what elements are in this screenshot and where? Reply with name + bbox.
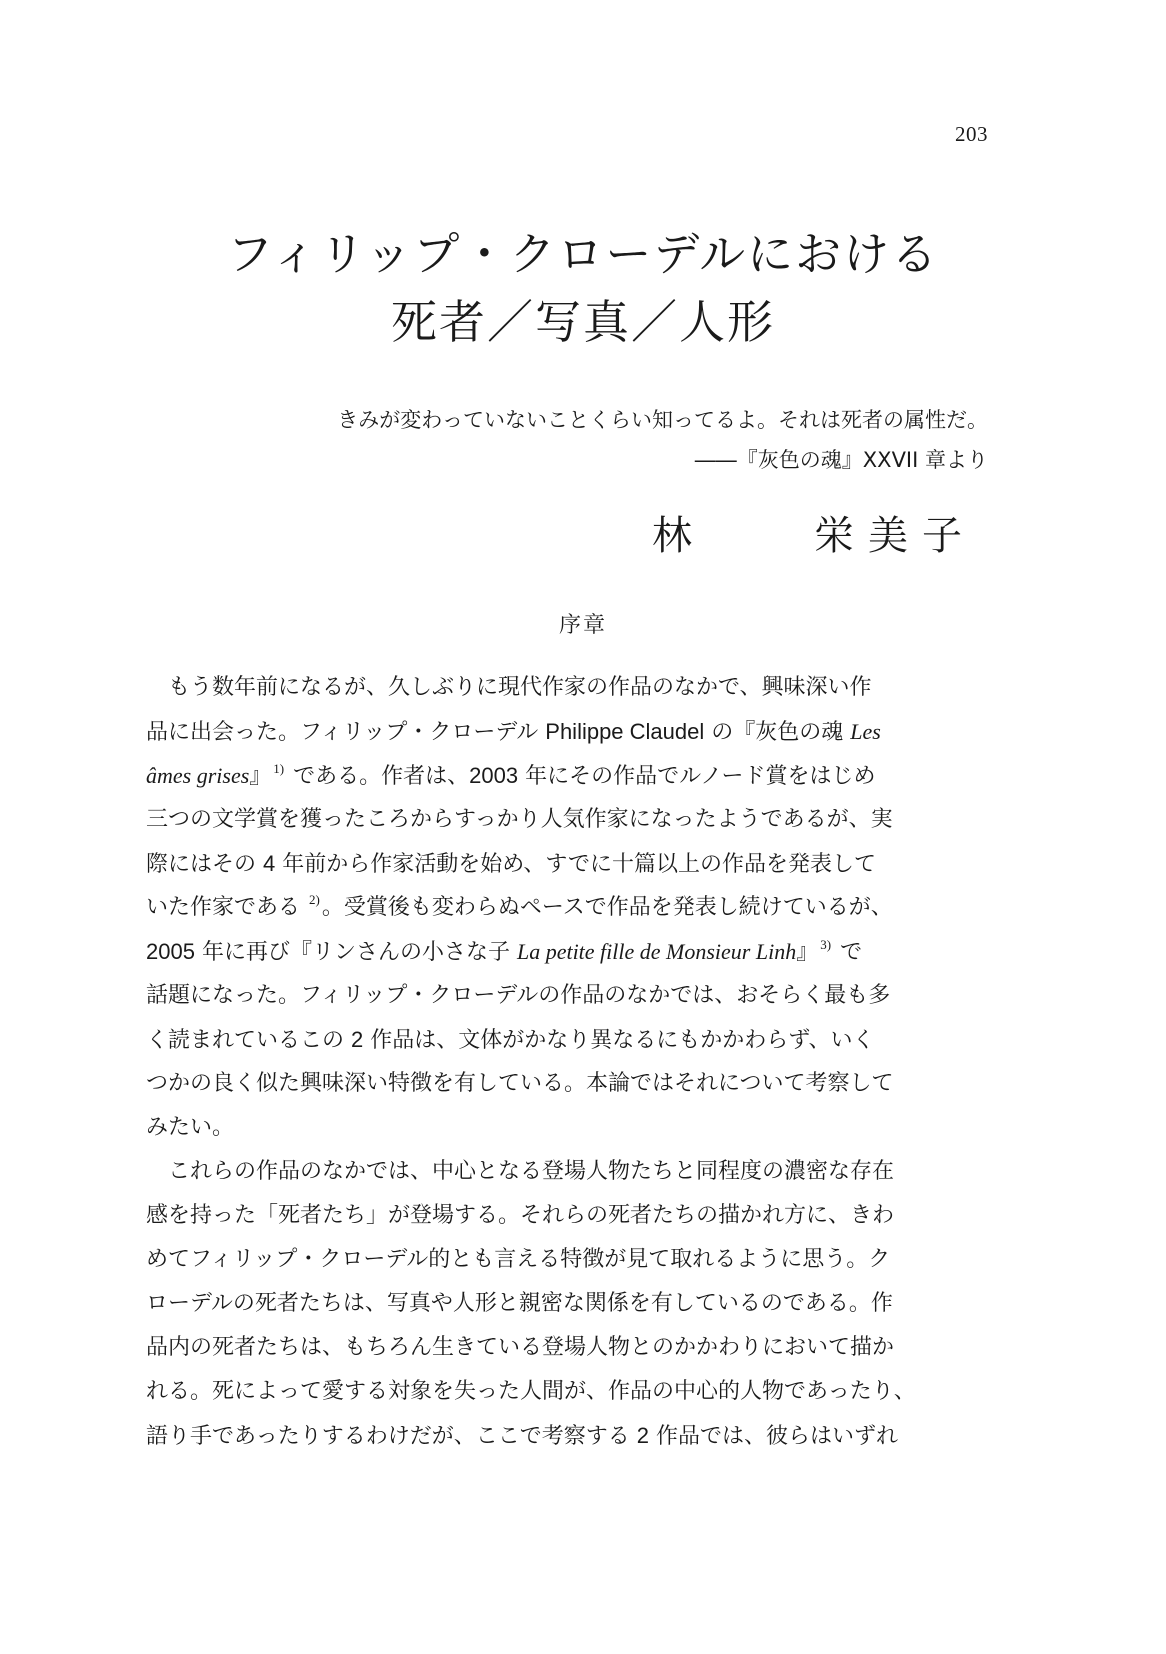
footnote-ref: 2) xyxy=(309,892,320,907)
paragraph-line: ローデルの死者たちは、写真や人形と親密な関係を有しているのである。作 xyxy=(146,1291,893,1316)
title-line-2: 死者／写真／人形 xyxy=(391,295,775,349)
paragraph-line: 2005 年に再び『リンさんの小さな子 La petite fille de Monsieur Linh』 $^{3)}$ で xyxy=(146,937,863,965)
paragraph-line: く読まれているこの 2 作品は、文体がかなり異なるにもかかわらず、いく xyxy=(146,1027,875,1053)
paragraph-line: つかの良く似た興味深い特徴を有している。本論ではそれについて考察して xyxy=(146,1071,894,1096)
paragraph-line: みたい。 xyxy=(146,1115,235,1140)
footnote-ref: 3) xyxy=(820,937,832,952)
paragraph-line: 品に出会った。フィリップ・クローデル Philippe Claudel の『灰色の魂 Les xyxy=(146,719,881,745)
page-number: 203 xyxy=(955,122,988,146)
paragraph-line: もう数年前になるが、久しぶりに現代作家の作品のなかで、興味深い作 xyxy=(168,675,872,700)
title-line-1: フィリップ・クローデルにおける xyxy=(226,227,940,281)
paragraph-line: âmes grises』 $^{1)}$ である。作者は、2003 年にその作品でルノード賞をはじめ xyxy=(146,761,876,789)
epigraph-source: ――『灰色の魂』XXVII 章より xyxy=(694,448,988,472)
paragraph-line: 品内の死者たちは、もちろん生きている登場人物とのかかわりにおいて描か xyxy=(146,1335,895,1360)
section-heading: 序章 xyxy=(558,613,607,638)
paragraph-line: 話題になった。フィリップ・クローデルの作品のなかでは、おそらく最も多 xyxy=(146,983,891,1008)
paragraph-line: いた作家である $^{2)}$。受賞後も変わらぬペースで作品を発表し続けているが、 xyxy=(146,892,893,920)
paragraph-line: 際にはその 4 年前から作家活動を始め、すでに十篇以上の作品を発表して xyxy=(146,851,877,877)
epigraph-quote: きみが変わっていないことくらい知ってるよ。それは死者の属性だ。 xyxy=(337,408,988,432)
paragraph-line: れる。死によって愛する対象を失った人間が、作品の中心的人物であったり、 xyxy=(146,1379,916,1404)
footnote-ref: 1) xyxy=(273,761,285,776)
paragraph-line: めてフィリップ・クローデル的とも言える特徴が見て取れるように思う。ク xyxy=(146,1247,891,1272)
paragraph-line: 語り手であったりするわけだが、ここで考察する 2 作品では、彼らはいずれ xyxy=(146,1423,899,1449)
body-text xyxy=(146,666,1016,1458)
paragraph-line: 感を持った「死者たち」が登場する。それらの死者たちの描かれ方に、きわ xyxy=(146,1203,895,1228)
paragraph-line: 三つの文学賞を獲ったころからすっかり人気作家になったようであるが、実 xyxy=(146,807,893,832)
article-title xyxy=(0,220,1166,356)
paragraph-line: これらの作品のなかでは、中心となる登場人物たちと同程度の濃密な存在 xyxy=(168,1159,895,1184)
epigraph xyxy=(337,400,988,480)
author-name: 林 栄美子 xyxy=(652,513,976,559)
